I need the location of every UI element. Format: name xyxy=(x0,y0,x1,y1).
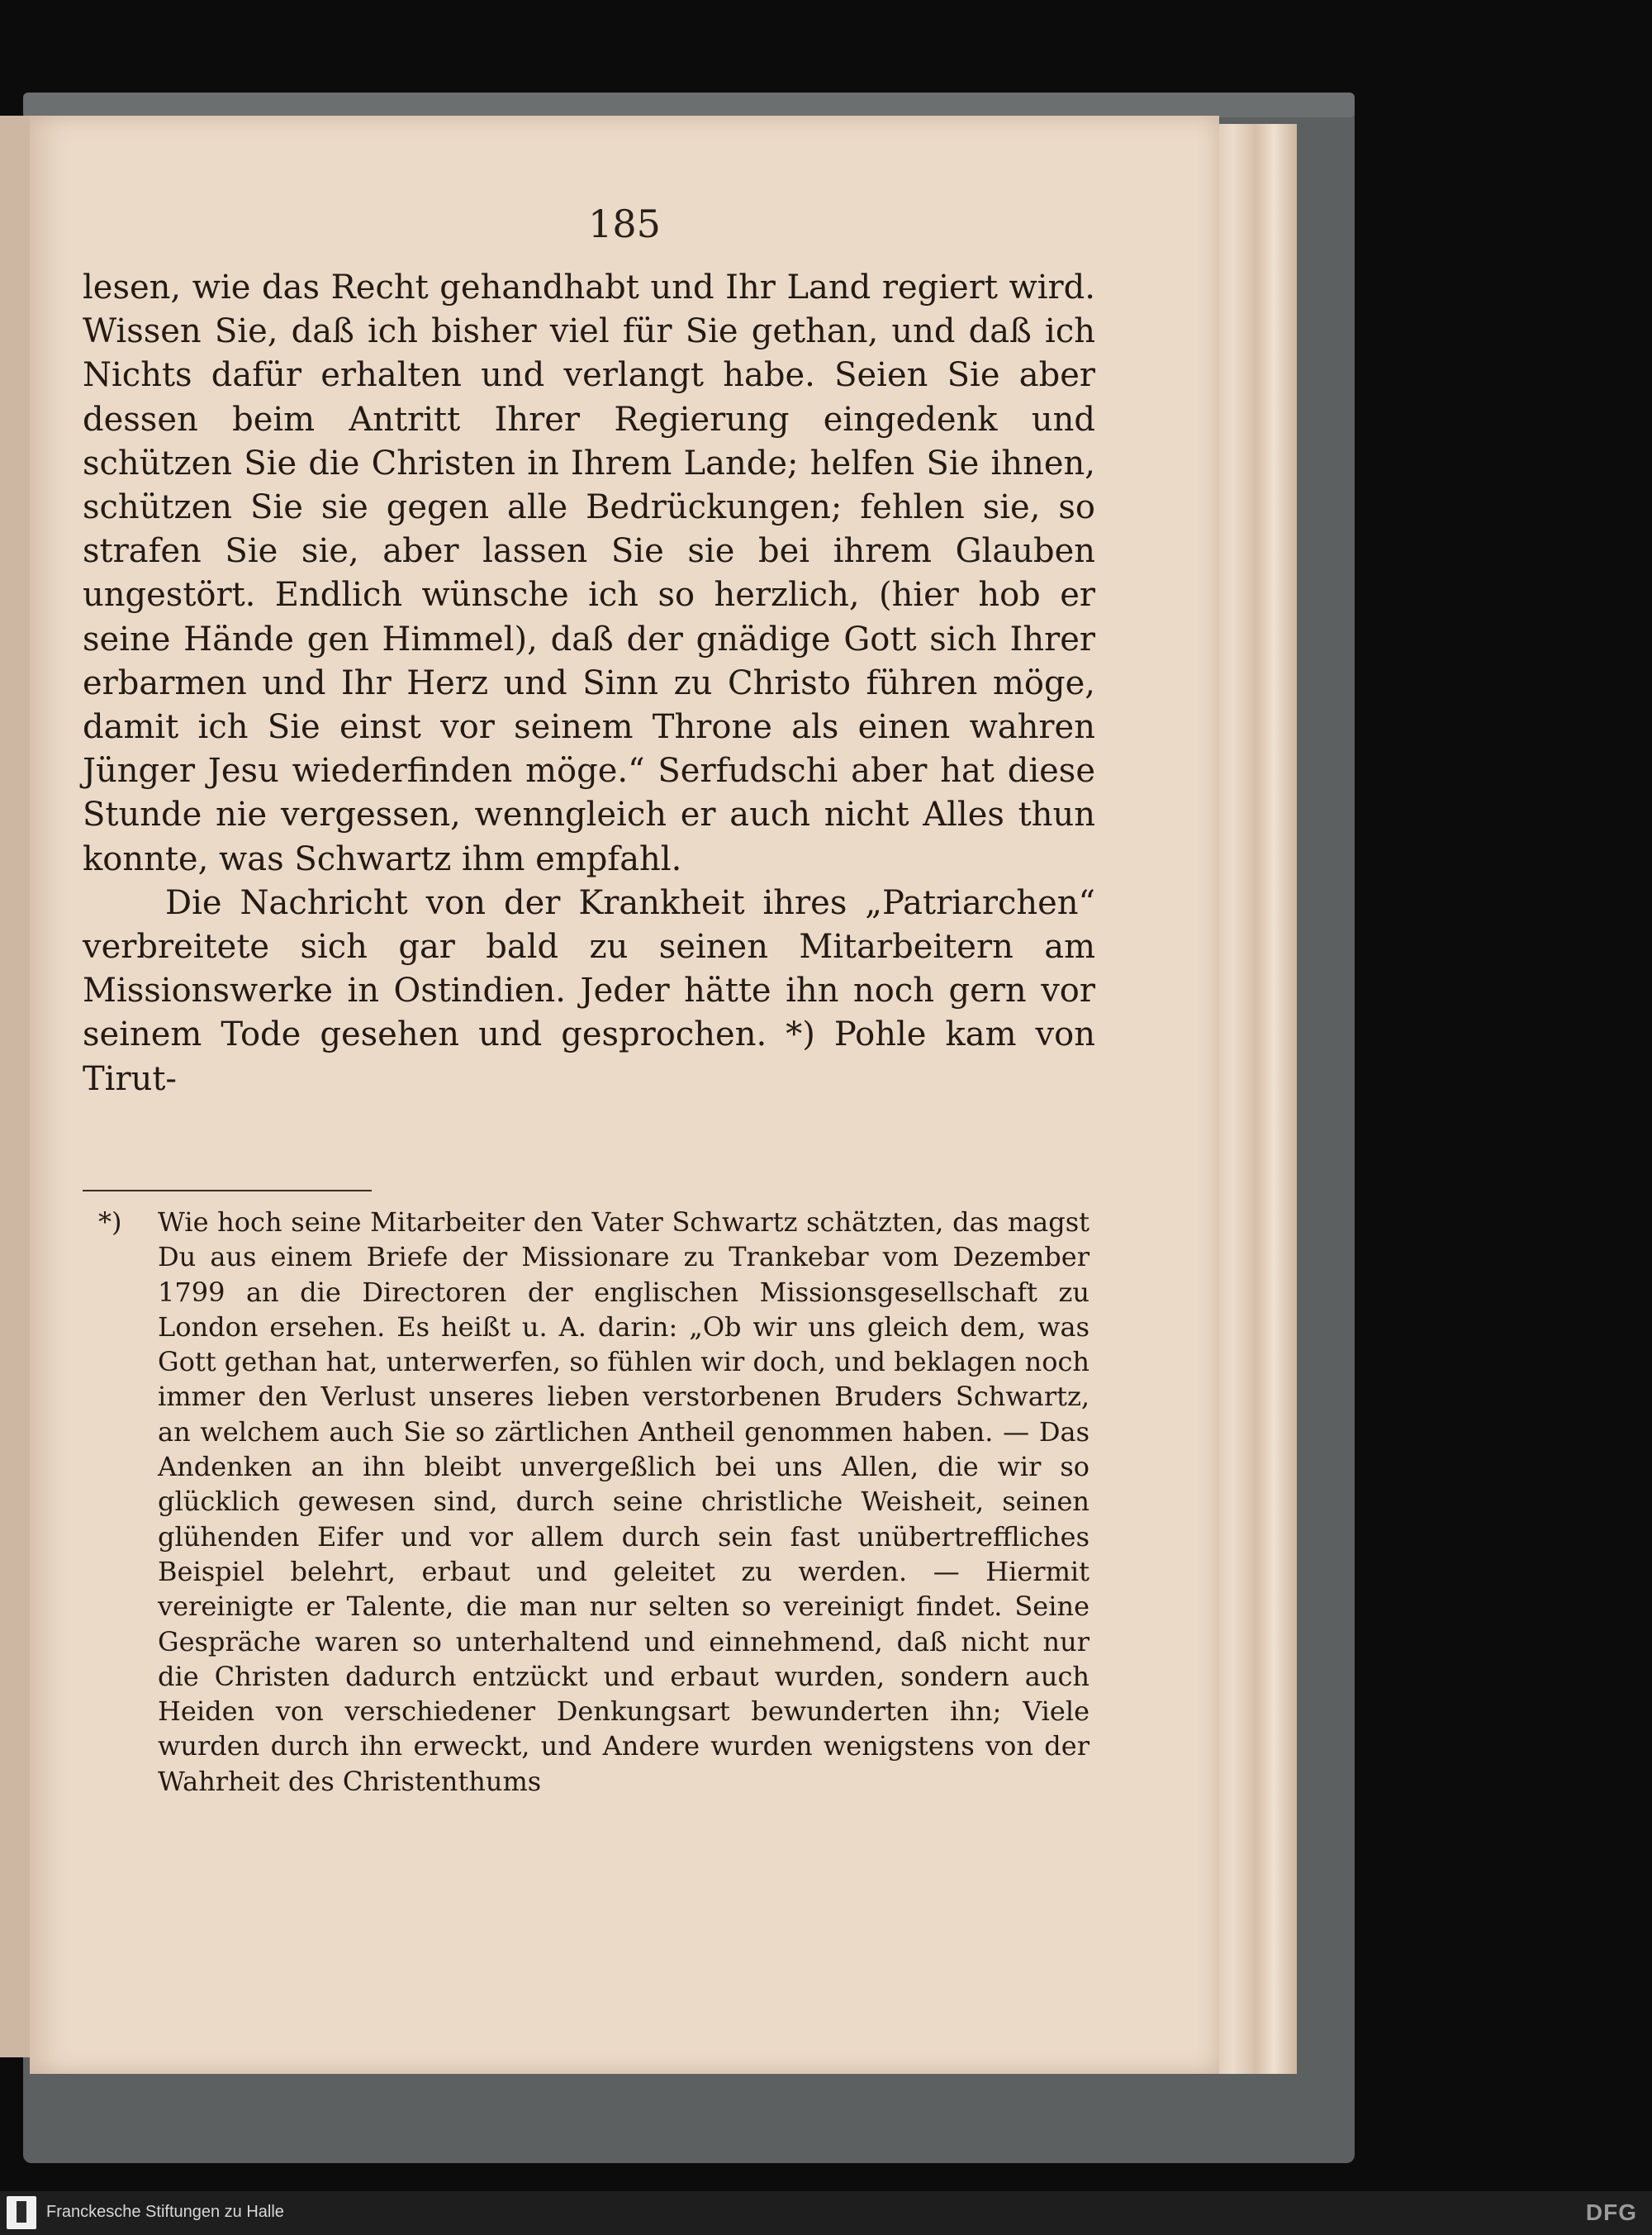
page-number: 185 xyxy=(588,202,661,246)
footnote xyxy=(98,1205,1089,1799)
main-text xyxy=(83,266,1095,1101)
dfg-logo: DFG xyxy=(1585,2199,1637,2225)
footnote-divider xyxy=(83,1190,372,1191)
left-page-sliver xyxy=(0,116,30,2057)
viewer-footer xyxy=(0,2191,1652,2235)
footnote-text: Wie hoch seine Mitarbeiter den Vater Schwartz schätzten, das magst Du aus einem Briefe der Missionare zu Trankebar vom Dezember 1799 an die Directoren der englischen Missionsgesellschaft zu London ersehen. Es heißt u. A. darin: „Ob wir uns gleich dem, was Gott gethan hat, unterwerfen, so fühlen wir doch, und beklagen noch immer den Verlust unseres lieben verstorbenen Bruders Schwartz, an welchem auch Sie so zärtlichen Antheil genommen haben. — Das Andenken an ihn bleibt unvergeßlich bei uns Allen, die wir so glücklich gewesen sind, durch seine christliche Weisheit, seinen glühenden Eifer und vor allem durch sein fast unübertreffliches Beispiel belehrt, erbaut und geleitet zu werden. — Hiermit vereinigte er Talente, die man nur selten so vereinigt findet. Seine Gespräche waren so unterhaltend und einnehmend, daß nicht nur die Christen dadurch entzückt und erbaut wurden, sondern auch Heiden von verschiedener Denkungsart bewunderten ihn; Viele wurden durch ihn erweckt, und Andere wurden wenigstens von der Wahrheit des Christenthums xyxy=(158,1206,1089,1797)
institution-name: Franckesche Stiftungen zu Halle xyxy=(46,2203,284,2221)
footnote-mark: *) xyxy=(98,1206,122,1238)
book-cover-edge xyxy=(23,93,1355,117)
paragraph-2: Die Nachricht von der Krankheit ihres „Patriarchen“ verbreitete sich gar bald zu seinen Mitarbeitern am Missionswerke in Ostindien. Jeder hätte ihn noch gern vor seinem Tode gesehen und gesprochen. *) Pohle kam von Tirut- xyxy=(83,883,1095,1098)
institution-logo-icon xyxy=(7,2196,36,2229)
page-edges xyxy=(1206,124,1297,2074)
book-page xyxy=(30,116,1219,2074)
paragraph-1: lesen, wie das Recht gehandhabt und Ihr Land regiert wird. Wissen Sie, daß ich bisher viel für Sie gethan, und daß ich Nichts dafür erhalten und verlangt habe. Seien Sie aber dessen beim Antritt Ihrer Regierung eingedenk und schützen Sie die Christen in Ihrem Lande; helfen Sie ihnen, schützen Sie sie gegen alle Bedrückungen; fehlen sie, so strafen Sie sie, aber lassen Sie sie bei ihrem Glauben ungestört. Endlich wünsche ich so herzlich, (hier hob er seine Hände gen Himmel), daß der gnädige Gott sich Ihrer erbarmen und Ihr Herz und Sinn zu Christo führen möge, damit ich Sie einst vor seinem Throne als einen wahren Jünger Jesu wiederfinden möge.“ Serfudschi aber hat diese Stunde nie vergessen, wenngleich er auch nicht Alles thun konnte, was Schwartz ihm empfahl. xyxy=(83,269,1095,878)
